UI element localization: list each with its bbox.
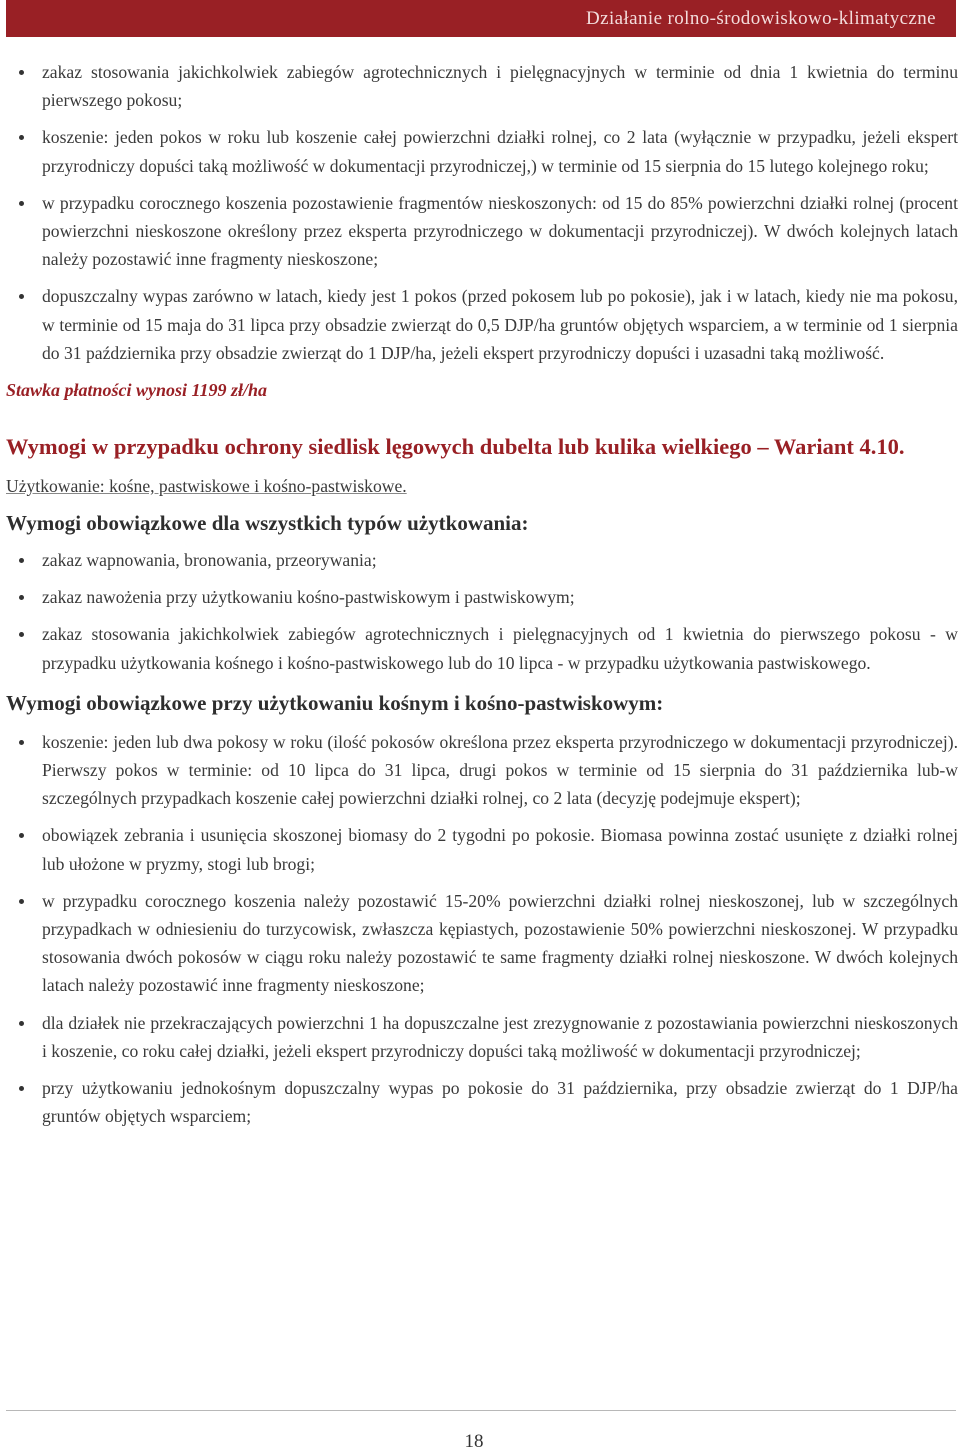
- list-item: zakaz stosowania jakichkolwiek zabiegów agrotechnicznych i pielęgnacyjnych od 1 kwietnia do pierwszego pokosu - w przypadku użytkowania kośnego i kośno-pastwiskowego lub do 10 lipca - w przypadku użytkowania pastwiskowego.: [6, 620, 958, 676]
- list-item: w przypadku corocznego koszenia pozostawienie fragmentów nieskoszonych: od 15 do 85% powierzchni działki rolnej (procent powierzchni nieskoszone określony przez eksperta przyrodniczego w dokumentacji przyrodniczej). W dwóch kolejnych latach należy pozostawić inne fragmenty nieskoszone;: [6, 189, 958, 274]
- list-item: zakaz stosowania jakichkolwiek zabiegów agrotechnicznych i pielęgnacyjnych w terminie od dnia 1 kwietnia do terminu pierwszego pokosu;: [6, 58, 958, 114]
- footer-divider: [6, 1410, 956, 1411]
- header-bar: [6, 0, 956, 37]
- subheading-mowing: Wymogi obowiązkowe przy użytkowaniu kośnym i kośno-pastwiskowym:: [6, 690, 664, 715]
- document-content: [6, 58, 958, 1130]
- list-item: w przypadku corocznego koszenia należy pozostawić 15-20% powierzchni działki rolnej nieskoszonej, lub w szczególnych przypadkach w odniesieniu do turzycowisk, zwłaszcza kępiastych, pozostawienie 50% powierzchni nieskoszonej. W przypadku stosowania dwóch pokosów w ciągu roku należy pozostawić te same fragmenty działki rolnej nieskoszone. W dwóch kolejnych latach należy pozostawić inne fragmenty nieskoszone;: [6, 887, 958, 1000]
- list-item: obowiązek zebrania i usunięcia skoszonej biomasy do 2 tygodni po pokosie. Biomasa powinna zostać usunięte z działki rolnej lub ułożone w pryzmy, stogi lub brogi;: [6, 821, 958, 877]
- list-item: dla działek nie przekraczających powierzchni 1 ha dopuszczalne jest zrezygnowanie z pozostawiania powierzchni nieskoszonych i koszenie, co roku całej działki, jeżeli ekspert przyrodniczy dopuści taką możliwość w dokumentacji przyrodniczej;: [6, 1009, 958, 1065]
- page-number: 18: [464, 1431, 484, 1452]
- header-title: Działanie rolno-środowiskowo-klimatyczne: [586, 8, 936, 29]
- list-item: koszenie: jeden pokos w roku lub koszenie całej powierzchni działki rolnej, co 2 lata (wyłącznie w przypadku, jeżeli ekspert przyrodniczy dopuści taką możliwość w dokumentacji przyrodniczej,) w terminie od 15 sierpnia do 15 lutego kolejnego roku;: [6, 123, 958, 179]
- subheading-all-usage: Wymogi obowiązkowe dla wszystkich typów użytkowania:: [6, 511, 529, 536]
- requirements-list-all: [6, 546, 958, 677]
- requirements-list-top: [6, 58, 958, 367]
- section-heading: Wymogi w przypadku ochrony siedlisk lęgowych dubelta lub kulika wielkiego – Wariant 4.10.: [6, 434, 905, 460]
- payment-rate: Stawka płatności wynosi 1199 zł/ha: [6, 380, 268, 401]
- list-item: zakaz nawożenia przy użytkowaniu kośno-pastwiskowym i pastwiskowym;: [6, 583, 958, 611]
- usage-line: Użytkowanie: kośne, pastwiskowe i kośno-pastwiskowe.: [6, 476, 407, 497]
- list-item: dopuszczalny wypas zarówno w latach, kiedy jest 1 pokos (przed pokosem lub po pokosie), jak i w latach, kiedy nie ma pokosu, w terminie od 15 maja do 31 lipca przy obsadzie zwierząt do 0,5 DJP/ha gruntów objętych wsparciem, a w terminie od 1 sierpnia do 31 października przy obsadzie zwierząt do 1 DJP/ha, jeżeli ekspert przyrodniczy dopuści i uzasadni taką możliwość.: [6, 282, 958, 367]
- list-item: zakaz wapnowania, bronowania, przeorywania;: [6, 546, 958, 574]
- list-item: koszenie: jeden lub dwa pokosy w roku (ilość pokosów określona przez eksperta przyrodniczego w dokumentacji przyrodniczej). Pierwszy pokos w terminie: od 10 lipca do 31 lipca, drugi pokos w terminie od 15 sierpnia do 31 października lub-w szczególnych przypadkach koszenie całej powierzchni działki rolnej, co 2 lata (decyzję podejmuje ekspert);: [6, 728, 958, 813]
- list-item: przy użytkowaniu jednokośnym dopuszczalny wypas po pokosie do 31 października, przy obsadzie zwierząt do 1 DJP/ha gruntów objętych wsparciem;: [6, 1074, 958, 1130]
- requirements-list-mowing: [6, 728, 958, 1131]
